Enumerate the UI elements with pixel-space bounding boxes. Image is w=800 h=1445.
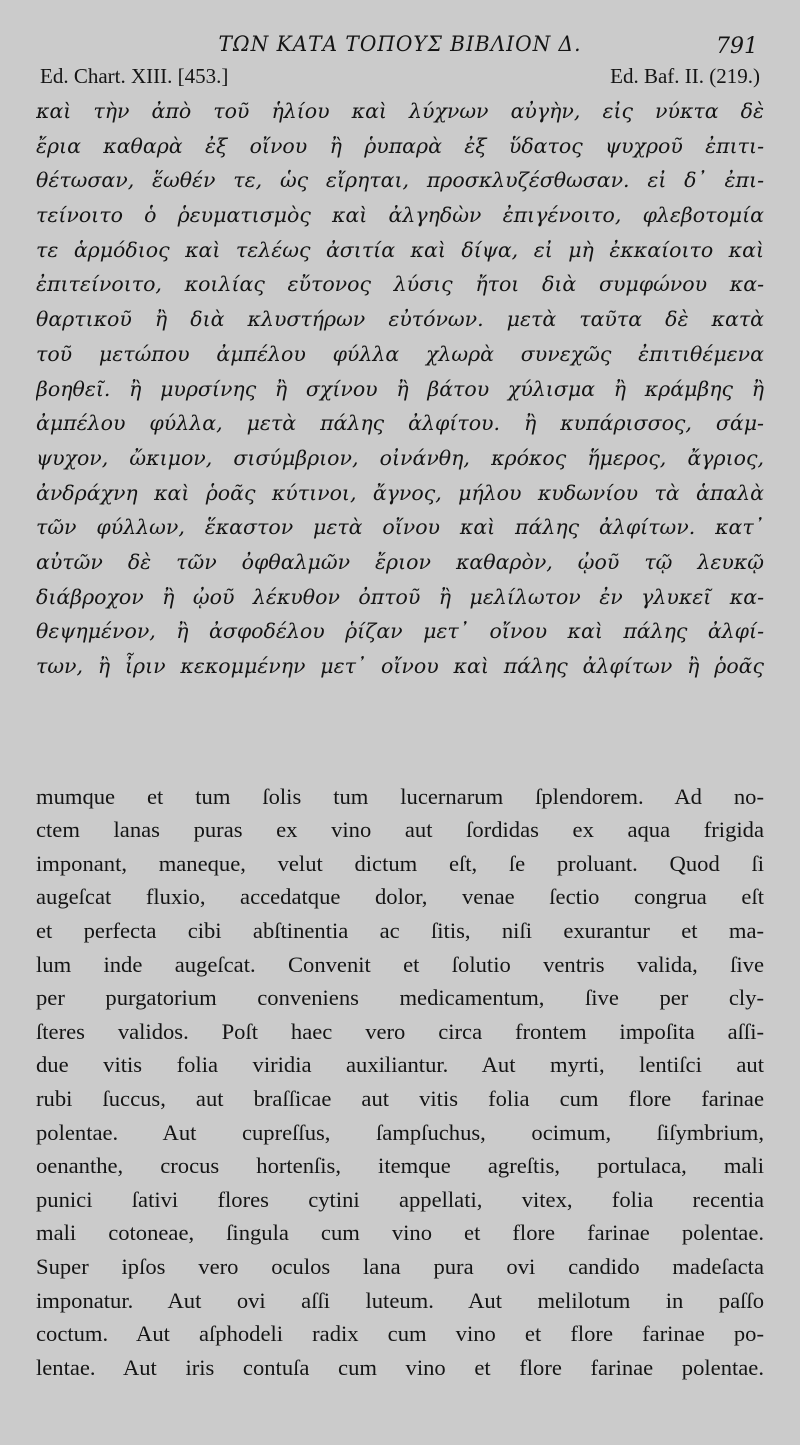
edition-chartier: Ed. Chart. XIII. [453.]	[40, 64, 229, 88]
page-number: 791	[716, 34, 758, 59]
greek-text-line: ψυχον, ὤκιμον, σισύμβριον, οἰνάνθη, κρόκος ἥμερος, ἄγριος,	[36, 445, 764, 470]
greek-text-line: καὶ τὴν ἀπὸ τοῦ ἡλίου καὶ λύχνων αὐγὴν, εἰς νύκτα δὲ	[36, 99, 764, 123]
latin-text-line: augeſcat fluxio, accedatque dolor, venae ſectio congrua eſt	[36, 884, 764, 910]
running-title: ΤΩΝ ΚΑΤΑ ΤΟΠΟΥΣ ΒΙΒΛΙΟΝ Δ.	[218, 32, 582, 56]
greek-text-line: ἔρια καθαρὰ ἐξ οἴνου ἢ ῥυπαρὰ ἐξ ὕδατος ψυχροῦ ἐπιτι-	[36, 133, 764, 158]
latin-text-line: per purgatorium conveniens medicamentum, ſive per cly-	[36, 985, 764, 1011]
greek-text-block	[36, 94, 764, 684]
latin-text-line: lum inde augeſcat. Convenit et ſolutio ventris valida, ſive	[36, 951, 764, 977]
greek-text-line: τῶν φύλλων, ἕκαστον μετὰ οἴνου καὶ πάλης ἀλφίτων. κατ᾽	[36, 515, 764, 540]
latin-text-line: oenanthe, crocus hortenſis, itemque agreſtis, portulaca, mali	[36, 1153, 764, 1179]
latin-text-line: punici ſativi flores cytini appellati, vitex, folia recentia	[36, 1186, 764, 1212]
latin-text-line: ſteres validos. Poſt haec vero circa frontem impoſita aſſi-	[36, 1018, 764, 1044]
latin-text-line: Super ipſos vero oculos lana pura ovi candido madeſacta	[36, 1254, 764, 1279]
latin-text-line: et perfecta cibi abſtinentia ac ſitis, niſi exurantur et ma-	[36, 918, 764, 944]
latin-text-line: due vitis folia viridia auxiliantur. Aut myrti, lentiſci aut	[36, 1052, 764, 1078]
greek-text-line: ἀνδράχνη καὶ ῥοᾶς κύτινοι, ἄγνος, μήλου κυδωνίου τὰ ἁπαλὰ	[36, 480, 764, 505]
greek-text-line: αὐτῶν δὲ τῶν ὀφθαλμῶν ἔριον καθαρὸν, ᾠοῦ τῷ λευκῷ	[36, 549, 764, 574]
running-head	[36, 28, 764, 64]
latin-text-line: coctum. Aut aſphodeli radix cum vino et flore farinae po-	[36, 1321, 764, 1347]
greek-text-line: τε ἁρμόδιος καὶ τελέως ἀσιτία καὶ δίψα, εἰ μὴ ἐκκαίοιτο καὶ	[36, 237, 764, 262]
latin-text-line: imponant, maneque, velut dictum eſt, ſe proluant. Quod ſi	[36, 850, 764, 876]
latin-text-line: mumque et tum ſolis tum lucernarum ſplendorem. Ad no-	[36, 783, 764, 809]
latin-text-line: rubi ſuccus, aut braſſicae aut vitis folia cum flore farinae	[36, 1086, 764, 1112]
latin-text-line: mali cotoneae, ſingula cum vino et flore farinae polentae.	[36, 1220, 764, 1246]
greek-text-line: θέτωσαν, ἕωθέν τε, ὡς εἴρηται, προσκλυζέσθωσαν. εἰ δ᾽ ἐπι-	[36, 168, 764, 193]
latin-text-line: polentae. Aut cupreſſus, ſampſuchus, ocimum, ſiſymbrium,	[36, 1119, 764, 1145]
greek-text-line: τείνοιτο ὁ ῥευματισμὸς καὶ ἀλγηδὼν ἐπιγένοιτο, φλεβοτομία	[36, 203, 764, 228]
greek-text-line: τοῦ μετώπου ἀμπέλου φύλλα χλωρὰ συνεχῶς ἐπιτιθέμενα	[36, 341, 764, 366]
greek-text-line: βοηθεῖ. ἢ μυρσίνης ἢ σχίνου ἢ βάτου χύλισμα ἢ κράμβης ἢ	[36, 376, 764, 401]
greek-text-line: θεψημένον, ἢ ἀσφοδέλου ῥίζαν μετ᾽ οἴνου καὶ πάλης ἀλφί-	[36, 619, 764, 644]
latin-text-line: lentae. Aut iris contuſa cum vino et flore farinae polentae.	[36, 1354, 764, 1380]
greek-text-line: διάβροχον ἢ ᾠοῦ λέκυθον ὀπτοῦ ἢ μελίλωτον ἐν γλυκεῖ κα-	[36, 584, 764, 609]
edition-references	[36, 64, 764, 94]
latin-text-line: ctem lanas puras ex vino aut ſordidas ex aqua frigida	[36, 817, 764, 843]
greek-text-line: ἀμπέλου φύλλα, μετὰ πάλης ἀλφίτου. ἢ κυπάρισσος, σάμ-	[36, 411, 764, 436]
greek-text-line: ἐπιτείνοιτο, κοιλίας εὔτονος λύσις ἤτοι διὰ συμφώνου κα-	[36, 272, 764, 297]
latin-text-block	[36, 780, 764, 1385]
greek-text-line: θαρτικοῦ ἢ διὰ κλυστήρων εὐτόνων. μετὰ ταῦτα δὲ κατὰ	[36, 307, 764, 332]
edition-basel: Ed. Baf. II. (219.)	[610, 64, 760, 88]
greek-text-line: των, ἢ ἶριν κεκομμένην μετ᾽ οἴνου καὶ πάλης ἀλφίτων ἢ ῥοᾶς	[36, 654, 764, 678]
latin-text-line: imponatur. Aut ovi aſſi luteum. Aut melilotum in paſſo	[36, 1287, 764, 1313]
